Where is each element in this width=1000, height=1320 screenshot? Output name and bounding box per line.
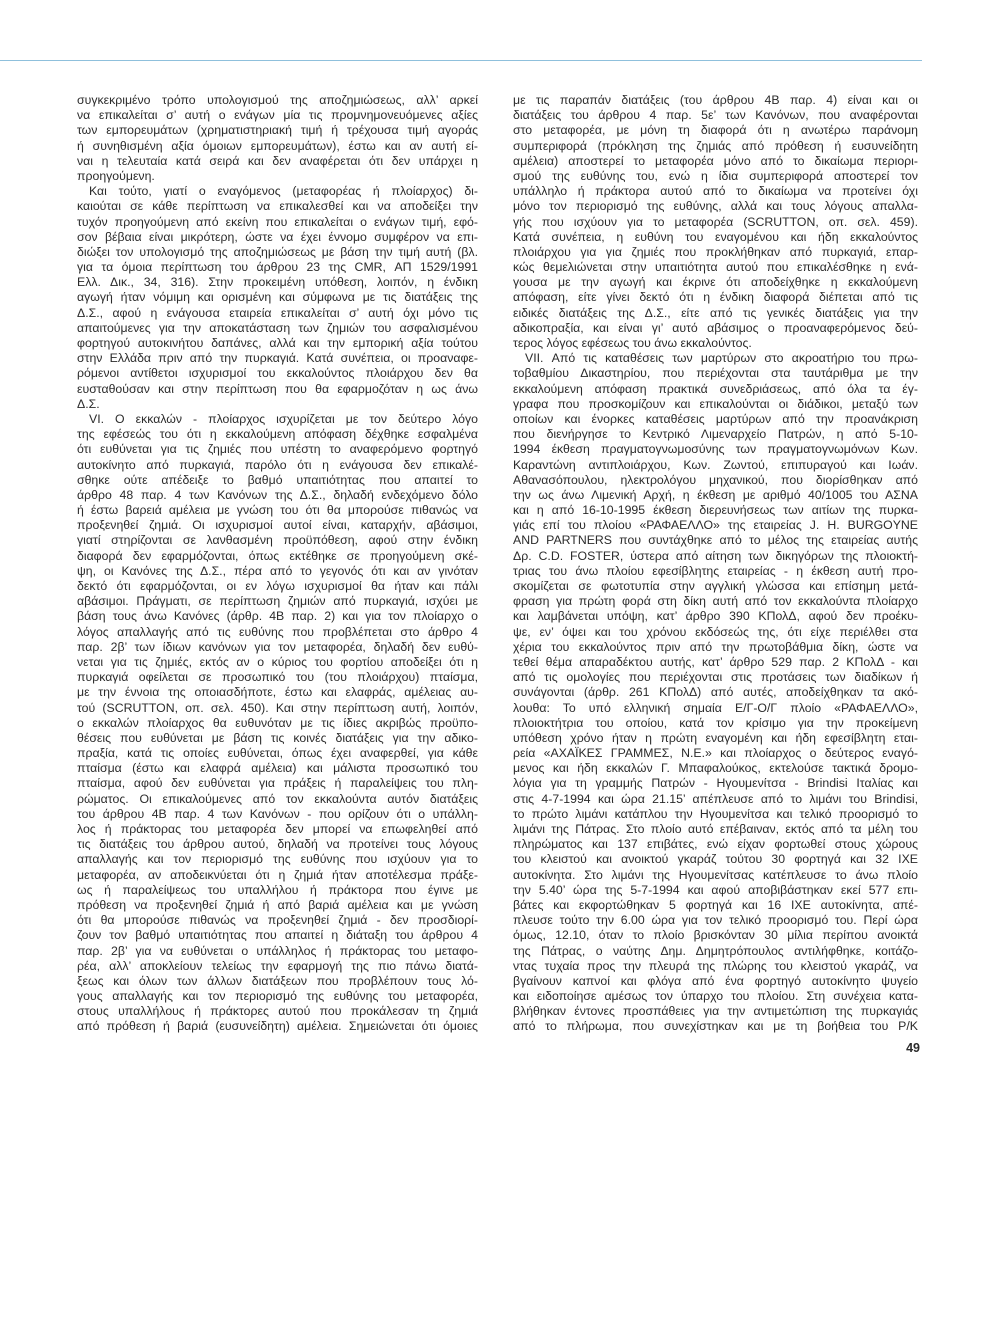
text-line: Και τούτο, γιατί ο εναγόμενος (μεταφορέας ή πλοίαρχος) δι- — [89, 184, 478, 199]
text-line: γους απαλλαγής και τον περιορισμό της ευθύνης του μεταφορέα, — [77, 989, 478, 1004]
text-line: με τις παραπάν διατάξεις (του άρθρου 4Β παρ. 4) είναι και οι — [513, 93, 918, 107]
text-line: βγαίνουν καπνοί και φλόγα από ένα φορτηγό αυτοκίνητο ψυγείο — [513, 973, 918, 988]
text-line: υπάλληλο ή πράκτορα αυτού από το δικαίωμα να προτείνει όχι — [513, 184, 918, 199]
text-line: ρόμενοι αντίθετοι ισχυρισμοί του εκκαλούντος πλοιάρχου δεν θα — [77, 366, 478, 381]
text-line: απαιτούμενες για την αποκατάσταση των ζημιών του ασφαλισμένου — [77, 320, 478, 335]
text-line: στους υπαλλήλους ή πράκτορες αυτού που προκάλεσαν τη ζημιά — [77, 1004, 478, 1019]
text-line: Κατά συνέπεια, η ευθύνη του εναγομένου και ήδη εκκαλούντος — [513, 229, 918, 244]
text-line: σθηκε ούτε απέδειξε το βαθμό υπαιτιότητας που απαιτεί το — [77, 472, 478, 487]
text-line: πλευσε τούτο την 6.00 ώρα για τον τελικό προορισμό του. Περί ώρα — [513, 913, 918, 928]
text-line: νεται για τις ζημιές, εκτός αν ο κύριος του φορτίου αποδείξει ότι η — [77, 654, 478, 669]
text-line: για τα όμοια περίπτωση του άρθρου 23 της CMR, ΑΠ 1529/1991 — [77, 260, 478, 275]
paragraph — [77, 184, 478, 412]
text-line: πυρκαγιά οφείλεται σε προσωπικό του (του πλοιάρχου) πταίσμα, — [77, 670, 478, 685]
text-line: ρέα, αλλ’ αποκλείουν τελείως την εφαρμογή της πιο πάνω διατά- — [77, 958, 478, 973]
text-line: ρώματος. Οι επικαλούμενες από τον εκκαλούντα αυτόν διατάξεις — [77, 791, 478, 806]
text-line: βλήθηκαν έντονες προσπάθειες για την αντιμετώπιση της πυρκαγιάς — [513, 1004, 918, 1019]
text-line: 1994 έκθεση πραγματογνωμοσύνης των πραγματογνωμόνων Κων. — [513, 442, 918, 457]
text-line: και ειδοποίησε αμέσως τον ύπαρχο του πλοίου. Στη συνέχεια κατα- — [513, 989, 918, 1004]
paragraph — [513, 93, 918, 351]
text-line: φραση για πρώτη φορά στη δίκη αυτή από τον εκκαλούντα πλοίαρχο — [513, 594, 918, 609]
text-line: να επικαλείται σ’ αυτή ο ενάγων μία τις προμνημονευόμενες αξίες — [77, 108, 478, 123]
text-line: ζουν τον βαθμό υπαιτιότητας που απαιτεί η διάταξη του άρθρου 4 — [77, 928, 478, 943]
text-line: ρεία «ΑΧΑΪΚΕΣ ΓΡΑΜΜΕΣ, Ν.Ε.» και πλοίαρχος ο δεύτερος εναγό- — [513, 746, 918, 761]
text-line: παρ. 2β’ για να ευθύνεται ο υπάλληλος ή πράκτορας του μεταφο- — [77, 943, 478, 958]
text-line: αυτοκίνητα. Στο λιμάνι της Ηγουμενίτσας κατέπλευσε το άνω πλοίο — [513, 867, 918, 882]
text-line: λουθα: Το υπό ελληνική σημαία Ε/Γ-Ο/Γ πλοίο «ΡΑΦΑΕΛΛΟ», — [513, 700, 918, 715]
text-line: γουσα με την αγωγή και έκρινε ότι αποδείχθηκε η εκκαλούμενη — [513, 275, 918, 290]
text-line: τού (SCRUTTON, οπ. σελ. 450). Και στην περίπτωση αυτή, λοιπόν, — [77, 700, 478, 715]
text-line: χέρια του εκκαλούντος πριν από την πρωτοβάθμια δίκη, ώστε να — [513, 639, 918, 654]
text-line: πταίσμα, αφού δεν ευθύνεται για πράξεις ή παραλείψεις του πλη- — [77, 776, 478, 791]
text-line: λιμάνι της Πάτρας. Στο πλοίο αυτό επέβαιναν, εκτός από τα μέλη του — [513, 822, 918, 836]
text-line: τερος λόγος εφέσεως του άνω εκκαλούντος. — [513, 336, 752, 350]
text-line: λόγια για τη γραμμής Πατρών - Ηγουμενίτσα - Brindisi Ιταλίας και — [513, 776, 918, 791]
text-line: ναι η τελευταία κατά σειρά και δεν αναφέρεται ότι δεν υπάρχει η — [77, 153, 478, 168]
text-line: όμως, 12.10, όταν το πλοίο βρισκόνταν 30 μίλια περίπου ανοικτά — [513, 928, 918, 943]
text-line: συνάγονται (άρθρ. 261 ΚΠολΔ) από αυτές, αποδείχθηκαν τα ακό- — [513, 685, 918, 700]
text-line: γιατί στηρίζονται σε λανθασμένη προϋπόθεση, αφού στην ένδικη — [77, 533, 478, 548]
text-line: του κλειστού και ανοικτού γκαράζ τούτου 30 φορτηγά και 32 ΙΧΕ — [513, 852, 918, 867]
text-line: της εφέσεώς του ότι η εκκαλούμενη απόφαση δέχθηκε εσφαλμένα — [77, 427, 478, 442]
text-line: ντας τυχαία προς την πλευρά της πλώρης του κλειστού γκαράζ, να — [513, 958, 918, 973]
text-line: Δ.Σ., αφού η ενάγουσα εταιρεία επικαλείται σ’ αυτή όχι μόνο τις — [77, 305, 478, 320]
paragraph — [513, 351, 918, 1034]
text-line: αγωγή ήταν νόμιμη και ορισμένη και σύμφωνα με τις διατάξεις της — [77, 290, 478, 305]
text-line: υπόθεση χρόνο ήταν η πρώτη εναγομένη και ήδη εφεσίβλητη εται- — [513, 730, 918, 745]
text-line: άρθρο 48 παρ. 4 των Κανόνων της Δ.Σ., δηλαδή ενδεχόμενο δόλο — [77, 487, 478, 502]
text-line: βάση τους άνω Κανόνες (άρθρ. 4Β παρ. 2) και για τον πλοίαρχο ο — [77, 609, 478, 624]
paragraph — [77, 412, 478, 1035]
text-line: ως ή παραλείψεως του υπαλλήλου ή πράκτορα που έγινε με — [77, 882, 478, 897]
text-line: οποίων και ένορκες καταθέσεις μαρτύρων από την προανάκριση — [513, 411, 918, 426]
right-text-column — [513, 93, 918, 1035]
text-line: ή συνηθισμένη αξία όμοιων εμπορευμάτων), έστω και αν αυτή εί- — [77, 138, 478, 153]
text-line: μεταφορέα, αν αποδεικνύεται ότι η ζημιά ήταν αποτέλεσμα πράξε- — [77, 867, 478, 882]
text-line: το πρώτο λιμάνι κατάπλου την Ηγουμενίτσα και τελικό προορισμό το — [513, 806, 918, 821]
text-line: μενος και ήδη εκκαλών Γ. Μπαφαλούκος, εκτελούσε τακτικά δρομο- — [513, 761, 918, 776]
text-line: λόγος απαλλαγής από τις ευθύνης που προβλέπεται στο άρθρο 4 — [77, 624, 478, 639]
text-line: Αθανασόπουλου, ηλεκτρολόγου μηχανικού, που διορίσθηκαν από — [513, 472, 918, 487]
text-line: των εμπορευμάτων (χρηματιστηριακή τιμή ή τρέχουσα τιμή αγοράς — [77, 123, 478, 138]
text-line: τριας του άνω πλοίου εφεσίβλητης εταιρείας - η έκθεση αυτή προ- — [513, 563, 918, 578]
text-line: εκκαλούμενη απόφαση πρακτικά συνεδριάσεως, από όλα τα έγ- — [513, 381, 918, 396]
text-line: διατάξεις του άρθρου 4 παρ. 5ε’ των Κανόνων, που αναφέρονται — [513, 108, 918, 123]
text-line: σκομίζεται σε φωτοτυπία στην αγγλική γλώσσα και επίσημη μετά- — [513, 579, 918, 593]
text-line: στην Ελλάδα πριν από την πυρκαγιά. Κατά συνέπεια, οι προαναφε- — [77, 351, 478, 366]
text-line: ειδικές διατάξεις της Δ.Σ., είτε από τις γενικές διατάξεις για την — [513, 305, 918, 320]
text-line: ψη, οι Κανόνες της Δ.Σ., πέρα από το γεγονός ότι και αν γινόταν — [77, 563, 478, 578]
text-line: μόνο τον περιορισμό της ευθύνης, αλλά και τους λόγους απαλλα- — [513, 199, 918, 214]
text-line: ευσταθούσαν και στην περίπτωση που θα εφαρμοζόταν η ως άνω — [77, 381, 478, 396]
text-line: προξενηθεί ζημιά. Οι ισχυρισμοί αυτοί είναι, καταρχήν, αβάσιμοι, — [77, 518, 478, 533]
text-line: ψε, εν’ όψει και του χρόνου εκδόσεώς της, ότι είχε περιέλθει στα — [513, 624, 918, 639]
text-line: κώς θεμελιώνεται στην υπαιτιότητα αυτού που επικαλέσθηκε η ενά- — [513, 260, 918, 275]
text-line: αμέλεια) αποστερεί το μεταφορέα μόνο από το δικαίωμα περιορι- — [513, 153, 918, 168]
text-line: ότι θα μπορούσε πιθανώς να προξενηθεί ζημιά - δεν προσδιορί- — [77, 913, 478, 928]
text-line: AND PARTNERS που συντάχθηκε από το μέλος της εταιρείας αυτής — [513, 533, 918, 548]
text-line: φορτηγού αυτοκινήτου δαπάνες, αλλά και την εμπορική αξία τούτου — [77, 336, 478, 350]
text-line: στο μεταφορέα, με μόνη τη διαφορά ότι η ανωτέρω παράνομη — [513, 123, 918, 138]
text-line: παρ. 2β’ των ίδιων κανόνων για τον μεταφορέα, δηλαδή δεν ευθύ- — [77, 639, 478, 654]
text-line: απόφαση, είτε γίνει δεκτό ότι η ένδικη διαφορά διέπεται από τις — [513, 290, 918, 305]
text-line: αδικοπραξία, και είναι γι’ αυτό αβάσιμος ο προαναφερόμενος δεύ- — [513, 320, 918, 335]
paragraph — [77, 93, 478, 184]
text-line: Δρ. C.D. FOSTER, ύστερα από αίτηση των δικηγόρων της πλοιοκτή- — [513, 548, 918, 563]
text-line: διώξει τον υπολογισμό της αποζημιώσεως με βάση την τιμή αυτή (βλ. — [77, 244, 478, 259]
text-line: γραφα που προσκομίζουν και επικαλούνται οι διάδικοι, μεταξύ των — [513, 396, 918, 411]
text-line: την ως άνω Λιμενική Αρχή, η έκθεση με αριθμό 40/1005 του ΑΣΝΑ — [513, 487, 918, 502]
text-line: αυτοκίνητο από πυρκαγιά, παρόλο ότι η ενάγουσα δεν επικαλέ- — [77, 457, 478, 472]
text-line: της Πάτρας, ο ναύτης Δημ. Δημητρόπουλος αντιλήφθηκε, κοιτάζο- — [513, 943, 918, 958]
text-line: πλοιοκτήτρια του οποίου, κατά τον κρίσιμο για την προκείμενη — [513, 715, 918, 730]
text-line: απαλλαγής και τον περιορισμό της ευθύνης που ισχύουν για το — [77, 852, 478, 867]
text-line: πρόθεση να προξενηθεί ζημιά ή από βαριά αμέλεια και με γνώση — [77, 897, 478, 912]
text-line: γής που ισχύουν για το μεταφορέα (SCRUTTON, οπ. σελ. 459). — [513, 214, 918, 229]
text-line: την 5.40’ ώρα της 5-7-1994 και αφού αποβιβάστηκαν εκεί 577 επι- — [513, 882, 918, 897]
text-line: αβάσιμοι. Πράγματι, σε περίπτωση ζημιών από πυρκαγιά, ισχύει με — [77, 594, 478, 609]
text-line: πραξία, κατά τις οποίες ευθύνεται, όπως έχει αναφερθεί, για κάθε — [77, 746, 478, 761]
text-line: Δ.Σ. — [77, 396, 100, 411]
text-line: του άρθρου 4Β παρ. 4 των Κανόνων - που ορίζουν ότι ο υπάλλη- — [77, 806, 478, 821]
text-line: ξεως και όλων των άλλων διατάξεων που προβλέπουν τους λό- — [77, 973, 478, 988]
text-line: γιάς επί του πλοίου «ΡΑΦΑΕΛΛΟ» της εταιρείας J. H. BURGOYNE — [513, 518, 918, 533]
page-number: 49 — [906, 1041, 920, 1055]
text-line: λος ή πράκτορας του μεταφορέα δεν μπορεί να επωφεληθεί από — [77, 822, 478, 836]
text-line: προηγούμενη. — [77, 168, 155, 183]
text-line: τεθεί θέμα απαραδέκτου αυτής, κατ’ άρθρο 529 παρ. 2 ΚΠολΔ - και — [513, 654, 918, 669]
text-line: από πρόθεση ή βαριά (ευσυνείδητη) αμέλεια. Σημειώνεται ότι όμοιες — [77, 1019, 478, 1034]
text-line: και λαμβάνεται υπόψη, κατ’ άρθρο 390 ΚΠολΔ, αφού δεν προέκυ- — [513, 609, 918, 624]
text-line: Ελλ. Δικ., 34, 316). Στην προκειμένη υπόθεση, λοιπόν, η ένδικη — [77, 275, 478, 290]
text-line: τις διατάξεις του άρθρου αυτού, δηλαδή να προτείνει τους λόγους — [77, 837, 478, 852]
left-text-column — [77, 93, 478, 1035]
text-line: βάτες και εκφορτώθηκαν 5 φορτηγά και 16 ΙΧΕ αυτοκίνητα, απέ- — [513, 897, 918, 912]
text-line: τυχόν προηγούμενη από εκείνη που επικαλείται ο ενάγων τιμή, εφό- — [77, 214, 478, 229]
text-line: συγκεκριμένο τρόπο υπολογισμού της αποζημιώσεως, αλλ’ αρκεί — [77, 93, 478, 107]
text-line: ο εκκαλών πλοίαρχος θα ευθυνόταν με τις ίδιες ακριβώς προϋπο- — [77, 715, 478, 730]
text-line: από το πλήρωμα, που συνεχίστηκαν και με τη βοήθεια του Ρ/Κ — [513, 1019, 918, 1034]
text-line: πληρώματος και 137 επιβάτες, ενώ είχαν φορτωθεί στους χώρους — [513, 837, 918, 852]
text-line: και η από 16-10-1995 έκθεση διερευνήσεως των αιτίων της πυρκα- — [513, 503, 918, 518]
text-line: από τις ομολογίες που περιέχονται στις προτάσεις των διαδίκων ή — [513, 670, 918, 685]
text-line: διαφορά δεν εφαρμόζονται, όπως εκτέθηκε σε προηγούμενη σκέ- — [77, 548, 478, 563]
text-line: ή έστω βαρειά αμέλεια με γνώση του ότι θα μπορούσε πιθανώς να — [77, 503, 478, 518]
text-line: VI. Ο εκκαλών - πλοίαρχος ισχυρίζεται με τον δεύτερο λόγο — [89, 411, 478, 426]
text-line: VII. Από τις καταθέσεις των μαρτύρων στο ακροατήριο του πρω- — [525, 351, 918, 366]
text-line: καιούται σε κάθε περίπτωση να επικαλεσθεί και να αποδείξει την — [77, 199, 478, 214]
text-line: τοβαθμίου Δικαστηρίου, που περιέχονται στα ταυτάριθμα με την — [513, 366, 918, 381]
header-rule — [0, 60, 922, 61]
text-line: συμπεριφορά (πρόκληση της ζημιάς από πρόθεση ή ευσυνείδητη — [513, 138, 918, 153]
text-line: με την έννοια της οποιασδήποτε, έστω και ελαφράς, αμέλειας αυ- — [77, 685, 478, 700]
text-line: ότι ευθύνεται για τις ζημιές που υπέστη το αναφερόμενο φορτηγό — [77, 442, 478, 457]
text-line: στις 4-7-1994 και ώρα 21.15’ απέπλευσε από το λιμάνι του Brindisi, — [513, 791, 918, 806]
text-line: θέσεις που ευθύνεται με βάση τις κοινές διατάξεις για την αδικο- — [77, 730, 478, 745]
text-line: Καραντώνη αντιπλοιάρχου, Κων. Ζωντού, επιπυραγού και Ιωάν. — [513, 457, 918, 472]
text-line: πλοιάρχου για για ζημιές που προκλήθηκαν από πυρκαγιά, επαρ- — [513, 244, 918, 259]
text-line: δεκτό ότι εφαρμόζονται, οι εν λόγω ισχυρισμοί θα ήταν και πάλι — [77, 579, 478, 593]
text-line: πταίσμα (έστω και ελαφρά αμέλεια) και μάλιστα προσωπικό του — [77, 761, 478, 776]
text-line: σμού της ευθύνης του, ενώ η ίδια συμπεριφορά αποστερεί τον — [513, 168, 918, 183]
text-line: σον βέβαια είναι μικρότερη, ώστε να έχει έννομο συμφέρον να επι- — [77, 229, 478, 244]
text-line: που διενήργησε το Κεντρικό Λιμεναρχείο Πατρών, η από 5-10- — [513, 427, 918, 442]
